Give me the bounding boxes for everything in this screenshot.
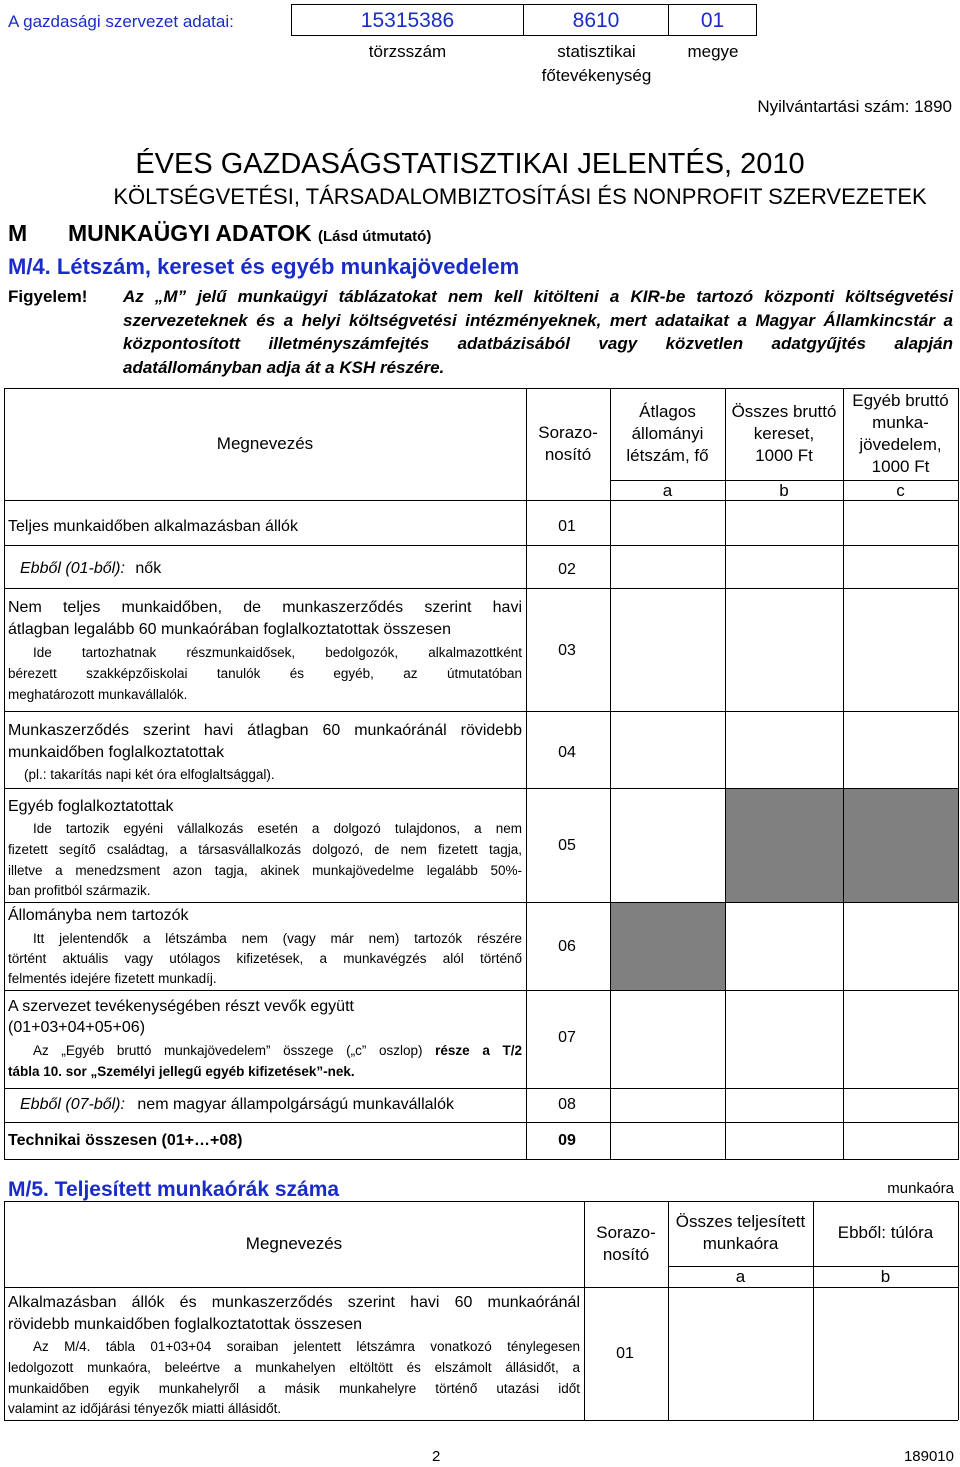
page-subtitle: KÖLTSÉGVETÉSI, TÁRSADALOMBIZTOSÍTÁSI ÉS NONPROFIT SZERVEZETEK	[113, 184, 927, 209]
notice-label: Figyelem!	[8, 287, 88, 306]
row-09-label: Technikai összesen (01+…+08)	[8, 1132, 243, 1149]
row-08-ebbol: Ebből (07-ből):	[20, 1096, 125, 1113]
row-06-line1: Állományba nem tartozók	[8, 907, 189, 924]
m4-grid-h7	[4, 1088, 958, 1089]
m4-grid-h2	[4, 588, 958, 589]
row-02-label	[20, 558, 161, 580]
m4-hdr-b-l2: kereset,	[753, 424, 815, 443]
row-08-code: 08	[558, 1096, 576, 1113]
m5-row-01-note3: munkaidőben egyik munkahelyről a másik munkahelyre történő utazási időt	[8, 1381, 580, 1396]
m4-header-col-c	[843, 390, 958, 478]
row-07-line1: A szervezet tevékenységében részt vevők együtt	[8, 998, 354, 1015]
row-05-note3: illetve a menedzsment azon tagja, akinek munkajövedelme legalább 50%-	[8, 863, 522, 878]
m4-hdr-c-l1: Egyéb bruttó	[852, 391, 949, 410]
m4-grid-top	[4, 388, 958, 389]
m5-row-01-line1: Alkalmazásban állók és munkaszerződés szerint havi 60 munkaóránál	[8, 1294, 580, 1311]
row-02-code: 02	[558, 561, 576, 578]
page-title: ÉVES GAZDASÁGSTATISZTIKAI JELENTÉS, 2010	[135, 148, 805, 180]
row-05-note1: Ide tartozik egyéni vállalkozás esetén a dolgozó tulajdonos, a nem	[33, 821, 522, 836]
m4-header-col-a	[610, 401, 725, 467]
row-01-code: 01	[558, 518, 576, 535]
m4-hdr-c-l3: jövedelem,	[859, 435, 942, 454]
page-number: 2	[432, 1448, 441, 1465]
row-06-note3: felmentés idejére fizetett munkadíj.	[8, 971, 217, 986]
m5-unit: munkaóra	[887, 1180, 954, 1197]
row-05-line1: Egyéb foglalkoztatottak	[8, 798, 174, 815]
m5-row-01-line2: rövidebb munkaidőben foglalkoztatottak összesen	[8, 1316, 362, 1333]
section-letter: M	[8, 220, 28, 246]
row-02-ebbol: Ebből (01-ből):	[20, 560, 125, 577]
section-name: MUNKAÜGYI ADATOK	[68, 220, 312, 246]
megye-caption: megye	[687, 42, 739, 61]
row-06-note1: Itt jelentendők a létszámba nem (vagy már nem) tartozók részére	[33, 931, 522, 946]
m5-col-letter-b: b	[880, 1267, 891, 1286]
gray-cell-05-c	[844, 789, 958, 902]
m4-hdr-sor-l1: Sorazo-	[538, 423, 598, 442]
m4-grid-bottom	[4, 1159, 958, 1160]
m5-grid-bottom	[4, 1420, 958, 1421]
row-03-line1: Nem teljes munkaidőben, de munkaszerződés szerint havi	[8, 599, 522, 616]
section-title	[68, 220, 431, 247]
m4-title: M/4. Létszám, kereset és egyéb munkajövedelem	[8, 254, 520, 279]
m4-grid-right	[958, 388, 959, 1160]
row-08-label	[20, 1094, 454, 1116]
row-07-code: 07	[558, 1029, 576, 1046]
m5-grid-top	[4, 1201, 958, 1202]
m4-grid-h3	[4, 711, 958, 712]
row-04-line2: munkaidőben foglalkoztatottak	[8, 744, 225, 761]
row-07-note1	[33, 1040, 522, 1061]
row-03-note3: meghatározott munkavállalók.	[8, 687, 188, 702]
m4-hdr-sor-l2: nosító	[544, 445, 592, 464]
m4-hdr-c-l2: munka-	[872, 413, 929, 432]
row-04-code: 04	[558, 744, 576, 761]
m4-grid-h8	[4, 1122, 958, 1123]
m5-hdr-a-l2: munkaóra	[702, 1234, 779, 1253]
row-07-note2: tábla 10. sor „Személyi jellegű egyéb kifizetések”-nek.	[8, 1064, 355, 1079]
gray-cell-06-a	[611, 903, 725, 990]
m5-header-col-b: Ebből: túlóra	[837, 1223, 934, 1242]
stat-cap-line2: főtevékenység	[541, 66, 652, 85]
row-03-line2: átlagban legalább 60 munkaórában foglalkoztatottak összesen	[8, 621, 451, 638]
m5-grid-right	[958, 1201, 959, 1420]
m4-header-col-b	[725, 401, 843, 467]
m5-row-01-code: 01	[616, 1345, 634, 1362]
form-code: 189010	[903, 1448, 954, 1465]
stat-cap-line1: statisztikai	[557, 42, 636, 61]
row-07-note1b: része a T/2	[435, 1043, 522, 1058]
m5-row-01-note1: Az M/4. tábla 01+03+04 soraiban jelentett létszámra vonatkozó ténylegesen	[33, 1339, 580, 1354]
row-04-note1: (pl.: takarítás napi két óra elfoglaltsággal).	[24, 767, 275, 782]
section-hint: (Lásd útmutató)	[318, 228, 432, 245]
row-07-line2: (01+03+04+05+06)	[8, 1019, 146, 1036]
row-03-note1: Ide tartozhatnak részmunkaidősek, bedolgozók, alkalmazottként	[33, 645, 522, 660]
statisztikai-caption	[524, 40, 669, 88]
row-08-text: nem magyar állampolgárságú munkavállalók	[137, 1096, 455, 1113]
m5-row-01-note4: valamint az időjárási tényezők miatti állásidőt.	[8, 1401, 282, 1416]
m4-grid-v3	[725, 388, 726, 1160]
row-09-code: 09	[558, 1132, 576, 1149]
org-data-label: A gazdasági szervezet adatai:	[8, 12, 234, 31]
m5-hdr-a-l1: Összes teljesített	[675, 1212, 806, 1231]
row-06-note2: történt aktuális vagy utólagos kifizetések, a munkavégzés alól történő	[8, 951, 522, 966]
m4-header-sorazonosito	[526, 422, 610, 466]
m4-hdr-a-l1: Átlagos	[639, 402, 696, 421]
row-05-note4: ban profitból származik.	[8, 883, 151, 898]
m5-hdr-sor-l1: Sorazo-	[596, 1223, 656, 1242]
row-05-note2: fizetett segítő családtag, a társasvállalkozás dolgozó, de nem fizetett tagja,	[8, 842, 522, 857]
m4-col-letter-b: b	[779, 481, 789, 500]
m4-header-megnevezes: Megnevezés	[216, 434, 314, 453]
m4-hdr-a-l3: létszám, fő	[626, 446, 709, 465]
m5-header-sorazonosito	[584, 1222, 668, 1266]
torzsszam-field[interactable]: 15315386	[291, 4, 524, 36]
m4-grid-h6	[4, 990, 958, 991]
m4-grid-h1	[4, 545, 958, 546]
megye-field[interactable]: 01	[669, 4, 757, 36]
row-06-code: 06	[558, 938, 576, 955]
row-05-code: 05	[558, 837, 576, 854]
gray-cell-05-b	[726, 789, 843, 902]
row-03-note2: bérezett szakképzőiskolai tanulók és egyéb, az útmutatóban	[8, 666, 522, 681]
row-07-note1a: Az „Egyéb bruttó munkajövedelem” összege („c” oszlop)	[33, 1043, 423, 1058]
m4-col-letter-a: a	[662, 481, 673, 500]
row-04-line1: Munkaszerződés szerint havi átlagban 60 munkaóránál rövidebb	[8, 722, 522, 739]
row-02-noek: nők	[135, 560, 162, 577]
m4-grid-h5	[4, 902, 958, 903]
m4-grid-v4	[843, 388, 844, 1160]
row-03-code: 03	[558, 642, 576, 659]
m5-col-letter-a: a	[735, 1267, 746, 1286]
m4-hdr-b-l3: 1000 Ft	[755, 446, 813, 465]
m5-row-01-note2: ledolgozott munkaóra, beleértve a munkahelyen eltöltött és elszámolt állásidőt, a	[8, 1360, 580, 1375]
notice-text: Az „M” jelű munkaügyi táblázatokat nem kell kitölteni a KIR-be tartozó központi költségvetési szervezeteknek és a helyi költségvetési intézményeknek, mert adataikat a Magyar Államkincstár a központosított illetményszámfejtés adatbázisából vagy közvetlen adatgyűjtés alapján adatállományban adja át a KSH részére.	[123, 287, 953, 377]
statisztikai-field[interactable]: 8610	[524, 4, 669, 36]
m4-grid-v2	[610, 388, 611, 1160]
torzsszam-caption: törzsszám	[368, 42, 447, 61]
m5-hdr-sor-l2: nosító	[602, 1245, 650, 1264]
m5-title: M/5. Teljesített munkaórák száma	[8, 1178, 340, 1201]
m4-hdr-a-l2: állományi	[631, 424, 704, 443]
m5-header-megnevezes: Megnevezés	[245, 1234, 343, 1253]
m5-header-col-a	[668, 1211, 813, 1255]
nyilvantartasi-szam: Nyilvántartási szám: 1890	[757, 97, 952, 116]
m4-hdr-b-l1: Összes bruttó	[731, 402, 837, 421]
m4-hdr-c-l4: 1000 Ft	[871, 457, 930, 476]
m4-col-letter-c: c	[896, 481, 905, 500]
row-01-label: Teljes munkaidőben alkalmazásban állók	[8, 518, 298, 535]
m4-grid-left	[4, 388, 5, 1160]
